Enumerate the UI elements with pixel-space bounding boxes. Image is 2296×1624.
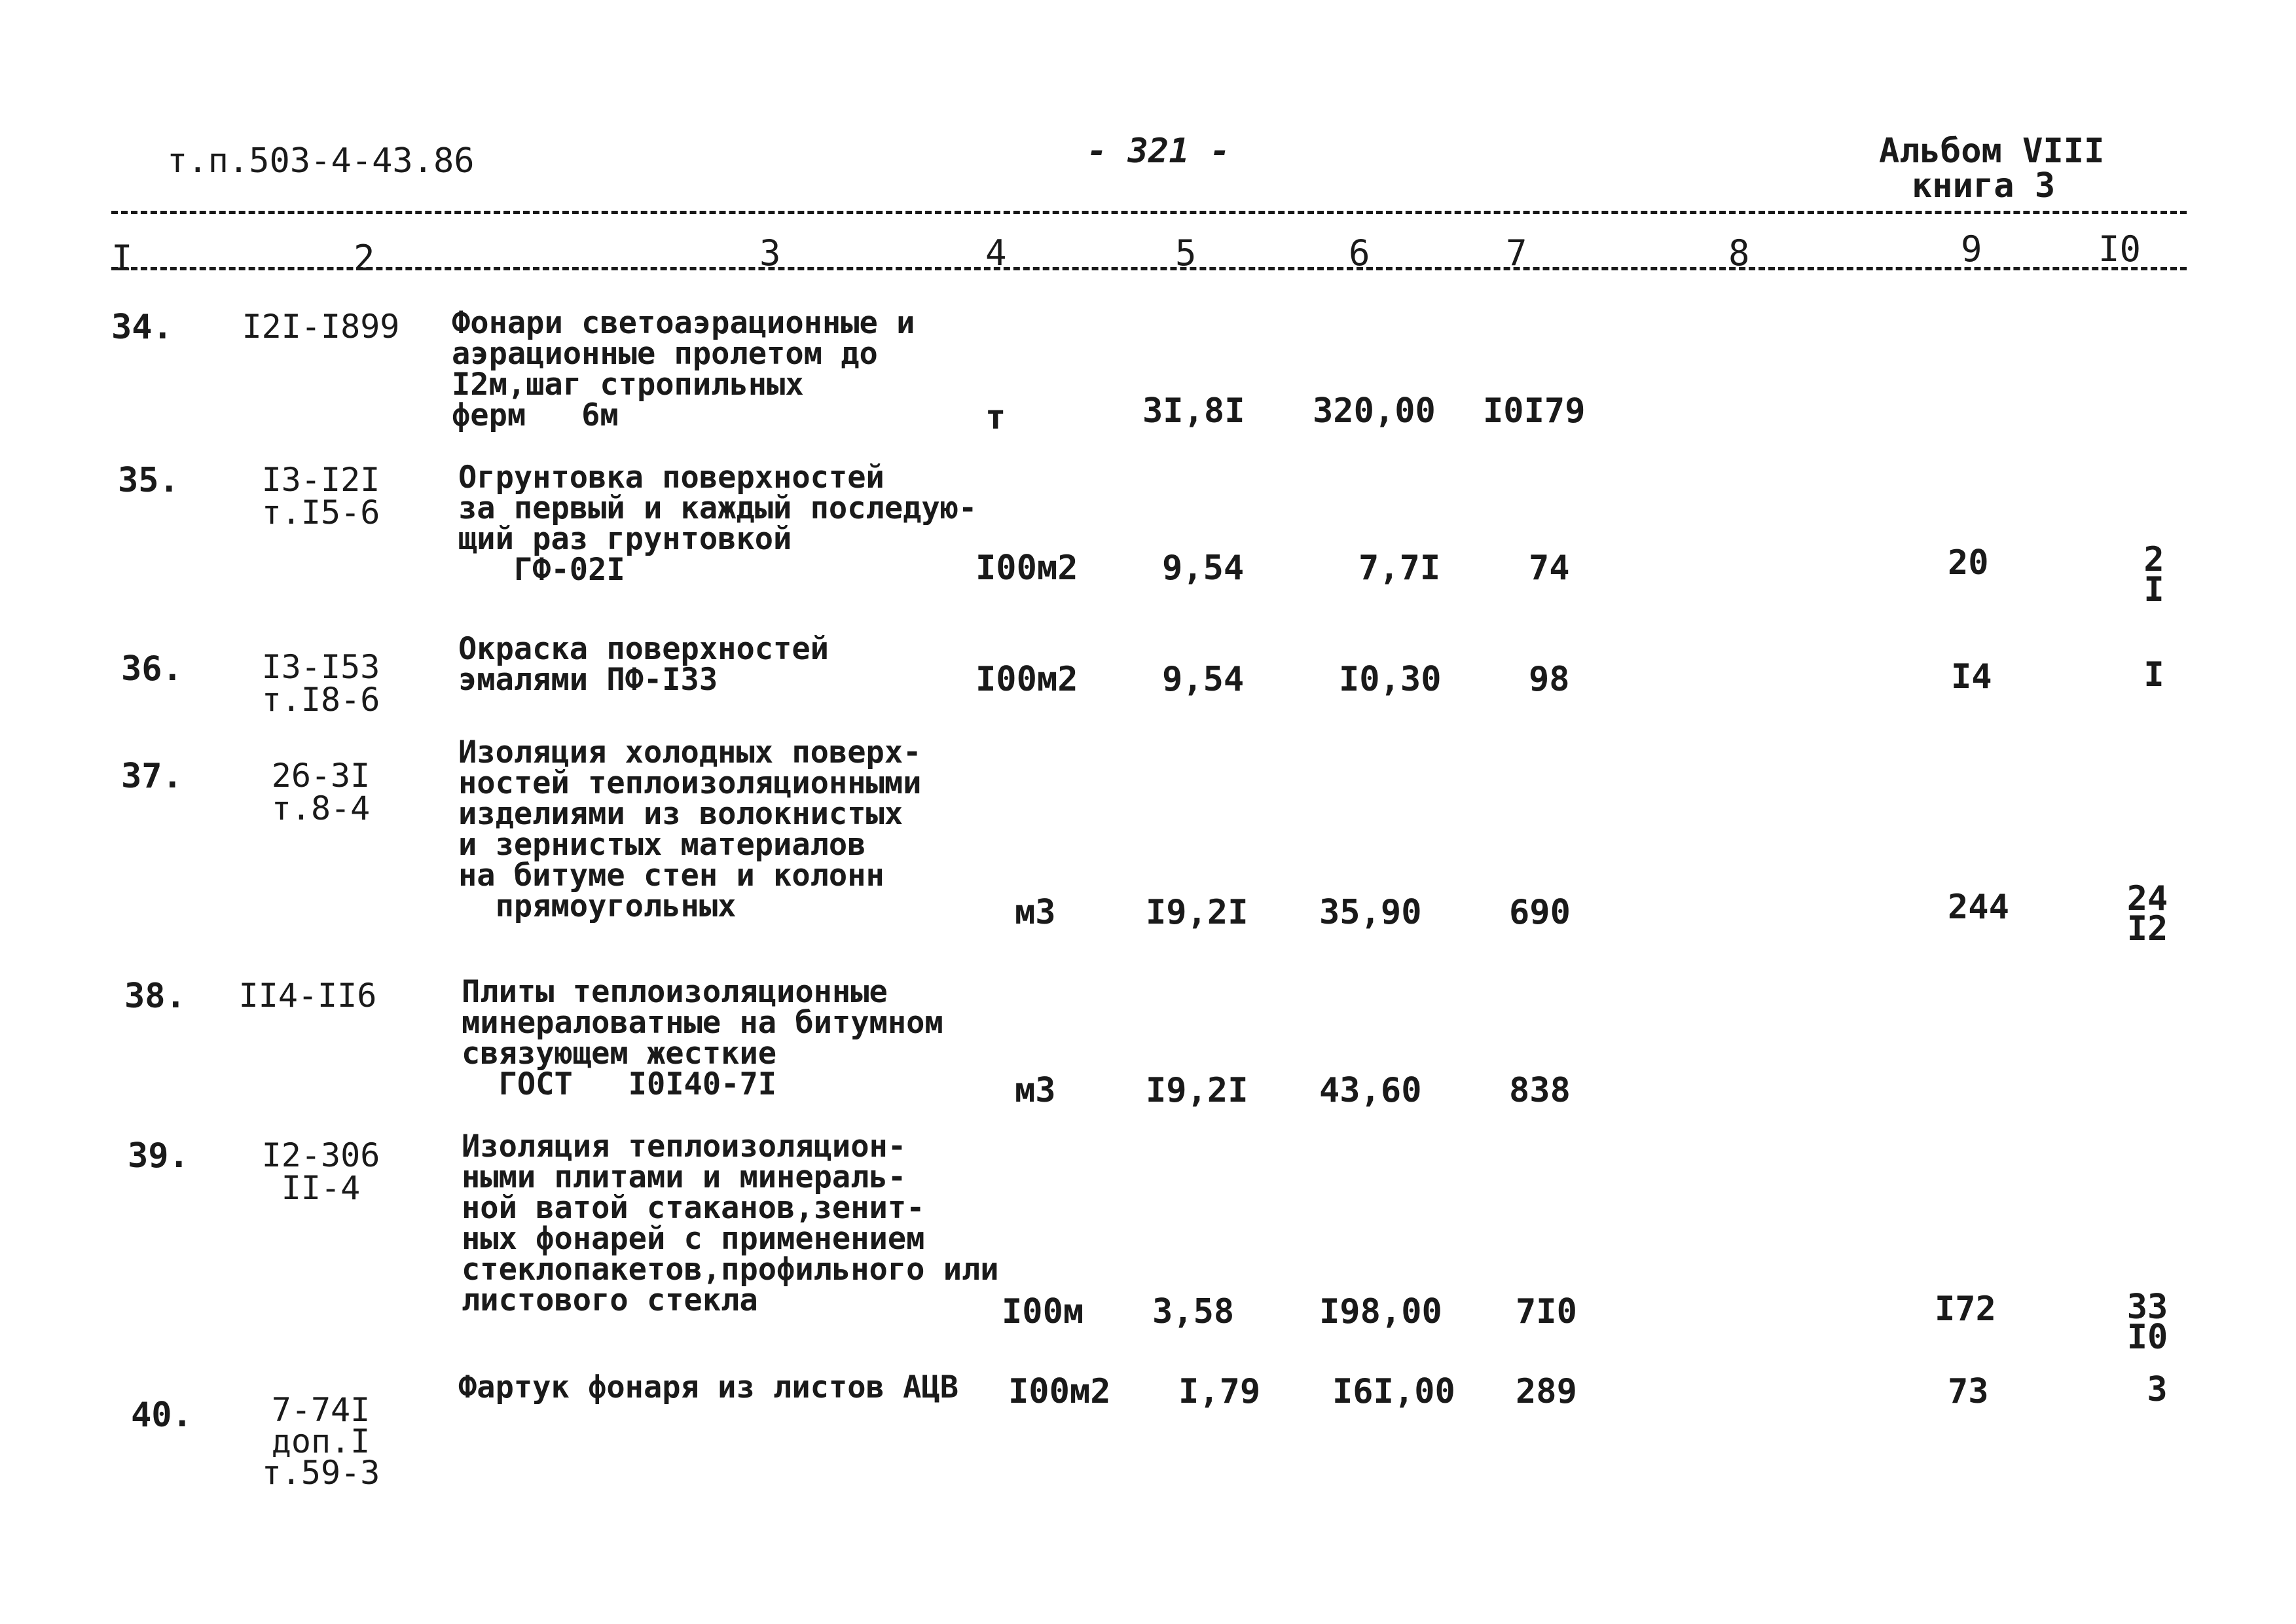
column-number: 2 [354,238,375,279]
work-description: Фартук фонаря из листов АЦВ [458,1369,959,1405]
unit: т [985,398,1006,437]
machine-cost-wages: I0 [2126,1318,2168,1357]
labor-cost: 20 [1948,543,1989,583]
row-number: 34. [111,308,173,347]
quantity: 9,54 [1162,549,1245,588]
quantity: I,79 [1178,1372,1261,1411]
machine-cost-value: 3 [2147,1370,2168,1409]
norm-code: I3-I53 т.I8-6 [261,648,380,719]
machine-cost-wages: I [2143,570,2164,609]
column-number: 6 [1349,232,1370,274]
column-number: I0 [2098,228,2141,270]
work-description: Плиты теплоизоляционные минераловатные на битумном связующем жесткие ГОСТ I0I40-7I [462,974,943,1102]
unit: м3 [1015,893,1056,932]
unit: I00м2 [975,549,1078,588]
machine-cost [2111,879,2183,948]
machine-cost-value: 24 [2126,879,2168,918]
unit: I00м [1002,1292,1084,1331]
column-number: 7 [1506,232,1527,274]
document-code: т.п.503-4-43.86 [167,141,475,181]
labor-cost: I4 [1951,657,1992,696]
total-cost: 98 [1529,660,1570,699]
norm-code: I3-I2I т.I5-6 [261,461,380,532]
unit-price: 35,90 [1319,893,1422,932]
unit-price: 320,00 [1313,391,1436,431]
unit-price: I98,00 [1319,1292,1442,1331]
labor-cost: 244 [1948,888,2009,927]
work-description: Изоляция холодных поверх- ностей теплоизоляционными изделиями из волокнистых и зернистых материалов на битуме стен и колонн прямоугольных [458,734,922,924]
labor-cost: 73 [1948,1372,1989,1411]
column-number: 9 [1961,228,1982,270]
machine-cost-value: I [2143,655,2164,695]
header-divider [111,211,2187,214]
machine-cost-wages: I2 [2126,909,2168,948]
column-number: 8 [1728,232,1750,274]
unit-price: I0,30 [1339,660,1442,699]
book-label: книга 3 [1912,166,2056,206]
work-description: Окраска поверхностей эмалями ПФ-I33 [458,631,829,698]
total-cost: 74 [1529,549,1570,588]
row-number: 38. [124,977,186,1016]
machine-cost-value: 2 [2143,540,2164,579]
work-description: Фонари светоаэрационные и аэрационные пролетом до I2м,шаг стропильных ферм 6м [452,305,915,433]
machine-cost [2121,655,2187,695]
norm-code: 7-74I доп.I т.59-3 [261,1391,380,1492]
total-cost: 7I0 [1516,1292,1577,1331]
total-cost: I0I79 [1483,391,1586,431]
norm-code: I2I-I899 [242,308,400,346]
quantity: 3,58 [1152,1292,1235,1331]
unit-price: I6I,00 [1332,1372,1455,1411]
work-description: Огрунтовка поверхностей за первый и каждый последую- щий раз грунтовкой ГФ-02I [458,460,977,588]
album-label: Альбом VIII [1879,132,2105,171]
norm-code: I2-306 II-4 [261,1136,380,1207]
column-number: 4 [985,232,1007,274]
quantity: 9,54 [1162,660,1245,699]
unit: I00м2 [1008,1372,1111,1411]
quantity: I9,2I [1146,893,1248,932]
quantity: 3I,8I [1142,391,1245,431]
norm-code: II4-II6 [238,977,377,1015]
machine-cost [2124,1370,2190,1409]
labor-cost: I72 [1935,1290,1996,1329]
column-number: 3 [759,232,781,274]
norm-code: 26-3I т.8-4 [271,757,371,827]
row-number: 35. [118,461,179,500]
unit: I00м2 [975,660,1078,699]
machine-cost [2111,1288,2183,1357]
row-number: 36. [121,649,183,689]
total-cost: 690 [1509,893,1571,932]
unit-price: 7,7I [1358,549,1441,588]
column-number-divider [111,267,2187,270]
column-number: 5 [1175,232,1197,274]
work-description: Изоляция теплоизоляцион- ными плитами и минераль- ной ватой стаканов,зенит- ных фонарей с применением стеклопакетов,профильного или листового стекла [462,1128,999,1318]
page-number: - 321 - [1087,132,1231,171]
row-number: 39. [128,1136,189,1176]
row-number: 37. [121,757,183,796]
quantity: I9,2I [1146,1071,1248,1110]
total-cost: 289 [1516,1372,1577,1411]
machine-cost [2121,540,2187,609]
unit-price: 43,60 [1319,1071,1422,1110]
column-number: I [111,238,133,279]
machine-cost-value: 33 [2126,1288,2168,1327]
unit: м3 [1015,1071,1056,1110]
total-cost: 838 [1509,1071,1571,1110]
row-number: 40. [131,1396,192,1435]
